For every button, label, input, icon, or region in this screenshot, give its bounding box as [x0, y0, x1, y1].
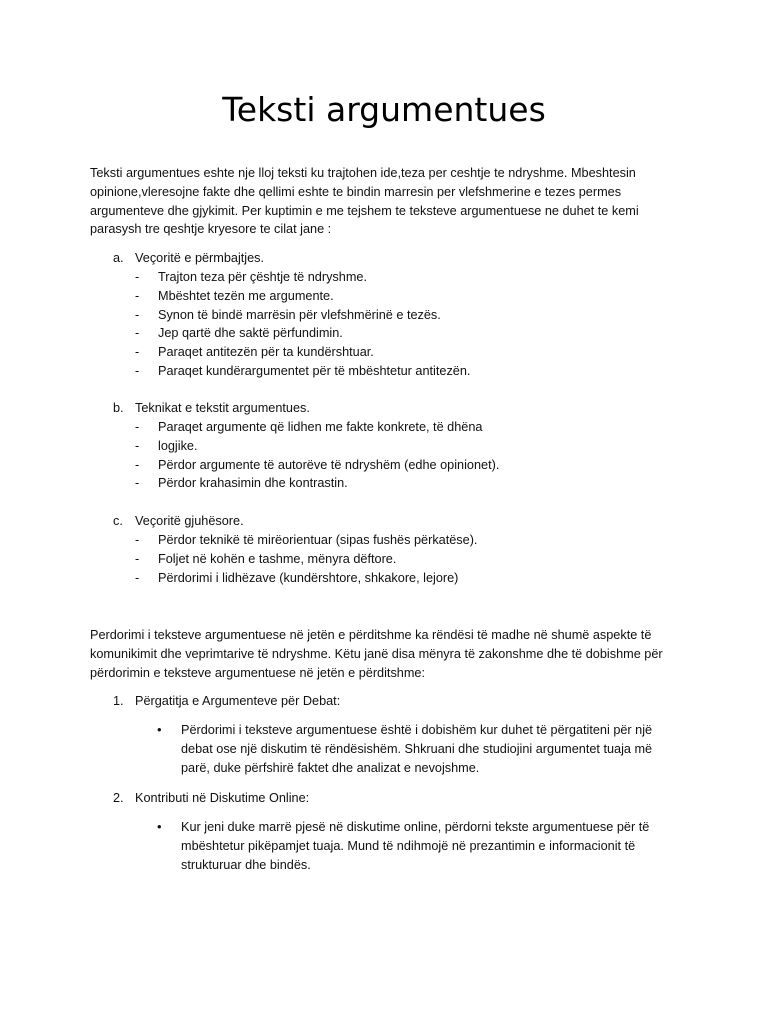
bullet-icon: • — [157, 819, 162, 834]
list-item: - Paraqet kundërargumentet për të mbështetur antitezën. — [135, 363, 471, 378]
section-a — [90, 249, 680, 381]
bullet-text: Kur jeni duke marrë pjesë në diskutime online, përdorni tekste argumentuese për të mbështetur pikëpamjet tuaja. Mund të ndihmojë në prezantimin e informacionit të strukturuar dhe bindës. — [181, 820, 650, 872]
list-marker: a. — [113, 251, 124, 265]
list-item: - Synon të bindë marrësin për vlefshmërinë e tezës. — [135, 307, 441, 322]
section-b — [90, 399, 680, 493]
list-item: - Përdor teknikë të mirëorientuar (sipas fushës përkatëse). — [135, 533, 478, 547]
usage-paragraph: Perdorimi i teksteve argumentuese në jetën e përditshme ka rëndësi të madhe në shumë aspekte të komunikimit dhe veprimtarive të ndryshme. Këtu janë disa mënyra të zakonshme dhe të dobishme për përdorimin e teksteve argumentuese në jetën e përditshme: — [90, 628, 663, 680]
list-item: - Përdor krahasimin dhe kontrastin. — [135, 476, 348, 491]
dash-list — [90, 418, 680, 493]
dash-list — [90, 268, 680, 381]
list-item: - Mbështet tezën me argumente. — [135, 288, 334, 303]
page-title: Teksti argumentues — [222, 90, 546, 129]
section-heading — [90, 399, 680, 418]
section-heading-text: Veçoritë gjuhësore. — [135, 514, 244, 528]
list-item: - Jep qartë dhe saktë përfundimin. — [135, 326, 343, 341]
list-item: - Paraqet argumente që lidhen me fakte konkrete, të dhëna — [135, 420, 483, 434]
list-item: - Trajton teza për çështje të ndryshme. — [135, 270, 367, 284]
section-heading — [90, 512, 680, 531]
bullet-text: Përdorimi i teksteve argumentuese është i dobishëm kur duhet të përgatiteni për një debat ose një diskutim të rëndësishëm. Shkruani dhe studiojini argumentet tuaja më parë, duke përfshirë faktet dhe analizat e nevojshme. — [181, 723, 653, 775]
section-heading — [90, 249, 680, 268]
list-marker: c. — [113, 514, 123, 528]
numbered-heading: Përgatitja e Argumenteve për Debat: — [135, 694, 341, 708]
numbered-heading: Kontributi në Diskutime Online: — [135, 791, 310, 805]
list-marker: 2. — [113, 791, 124, 805]
section-heading-text: Veçoritë e përmbajtjes. — [135, 251, 265, 265]
list-marker: 1. — [113, 694, 124, 708]
section-heading-text: Teknikat e tekstit argumentues. — [135, 401, 310, 415]
list-item: - Përdor argumente të autorëve të ndryshëm (edhe opinionet). — [135, 457, 500, 472]
list-item: - Përdorimi i lidhëzave (kundërshtore, shkakore, lejore) — [135, 570, 459, 585]
intro-paragraph: Teksti argumentues eshte nje lloj teksti ku trajtohen ide,teza per ceshtje te ndryshme. Mbeshtesin opinione,vleresojne fakte dhe qellimi eshte te bindin marresin per vlefshmerine e tezes permes argumenteve dhe gjykimit. Per kuptimin e me tejshem te teksteve argumentuese ne duhet te kemi parasysh tre qeshtje kryesore te cilat jane : — [90, 166, 639, 237]
list-item: - Foljet në kohën e tashme, mënyra dëftore. — [135, 551, 397, 566]
list-marker: b. — [113, 401, 124, 415]
dash-list — [90, 531, 680, 587]
section-c — [90, 512, 680, 587]
bullet-icon: • — [157, 722, 162, 737]
list-item: - logjike. — [135, 438, 198, 453]
list-item: - Paraqet antitezën për ta kundërshtuar. — [135, 345, 374, 360]
